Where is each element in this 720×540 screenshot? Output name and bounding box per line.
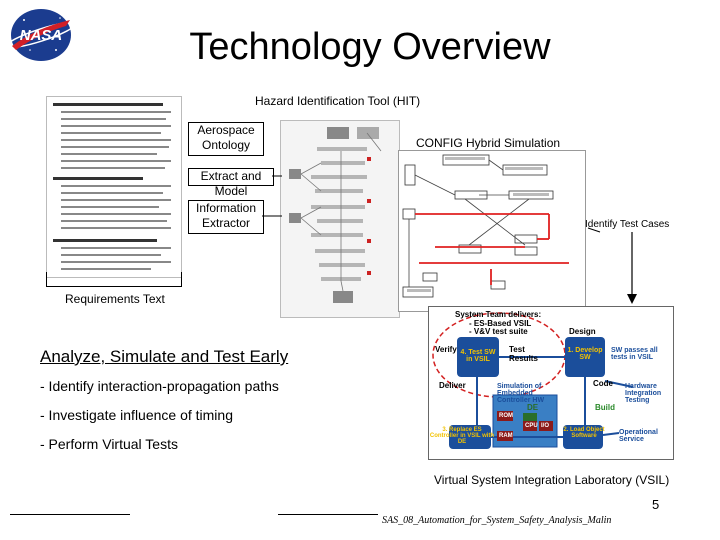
identify-tests-leader xyxy=(588,228,600,232)
vsil-vv-suite: - V&V test suite xyxy=(469,327,528,336)
requirements-text-label: Requirements Text xyxy=(65,292,165,306)
vsil-test-results: Test Results xyxy=(509,345,538,363)
vsil-build: Build xyxy=(595,403,615,412)
vsil-diagram xyxy=(428,306,674,460)
vsil-sim-embedded: Simulation of Embedded Controller HW xyxy=(497,383,545,404)
vsil-deliver: Deliver xyxy=(439,381,466,390)
vsil-step1-label: 1. Develop SW xyxy=(567,347,603,361)
vsil-step2-label: 2. Load Object Software xyxy=(563,427,605,439)
vsil-step3-label: 3. Replace ES Controller in VSIL with DE xyxy=(429,427,495,445)
vsil-step4-label: 4. Test SW in VSIL xyxy=(460,349,496,363)
identify-test-cases-label: Identify Test Cases xyxy=(585,219,670,230)
vsil-caption: Virtual System Integration Laboratory (VSIL) xyxy=(434,473,670,487)
config-simulation-label: CONFIG Hybrid Simulation xyxy=(416,136,561,150)
footer-rule-left xyxy=(10,514,130,515)
information-extractor-line1: Information xyxy=(195,201,257,215)
footer-rule-mid xyxy=(278,514,378,515)
aerospace-ontology-line1: Aerospace xyxy=(197,123,255,137)
bullet-interaction-paths: - Identify interaction-propagation paths xyxy=(40,378,279,394)
vsil-ram: RAM xyxy=(499,433,513,439)
information-extractor-line2: Extractor xyxy=(201,216,250,230)
vsil-ops-service: Operational Service xyxy=(619,429,658,443)
footer-filename: SAS_08_Automation_for_System_Safety_Analysis_Malin xyxy=(382,515,612,526)
hit-subtitle: Hazard Identification Tool (HIT) xyxy=(255,94,421,108)
vsil-cpu: CPU xyxy=(525,423,538,429)
vsil-design: Design xyxy=(569,327,596,336)
bullet-virtual-tests: - Perform Virtual Tests xyxy=(40,436,178,452)
aerospace-ontology-line2: Ontology xyxy=(201,138,251,152)
vsil-code: Code xyxy=(593,379,613,388)
page-title: Technology Overview xyxy=(189,26,551,68)
vsil-rom: ROM xyxy=(499,413,513,419)
vsil-team-delivers: System Team delivers: xyxy=(455,310,542,319)
vsil-verify: Verify xyxy=(435,345,457,354)
vsil-es-based: - ES-Based VSIL xyxy=(469,319,532,328)
down-arrow-head xyxy=(627,294,637,304)
page-number: 5 xyxy=(652,497,660,512)
vsil-hw-integration: Hardware Integration Testing xyxy=(625,383,662,404)
extract-model-box: Extract and Model xyxy=(188,168,274,186)
analyze-heading: Analyze, Simulate and Test Early xyxy=(40,347,289,366)
bullet-timing: - Investigate influence of timing xyxy=(40,407,233,423)
vsil-sw-passes: SW passes all tests in VSIL xyxy=(611,347,658,361)
vsil-de: DE xyxy=(527,403,539,412)
nasa-logo-text: NASA xyxy=(19,27,63,44)
vsil-io: I/O xyxy=(541,423,550,429)
